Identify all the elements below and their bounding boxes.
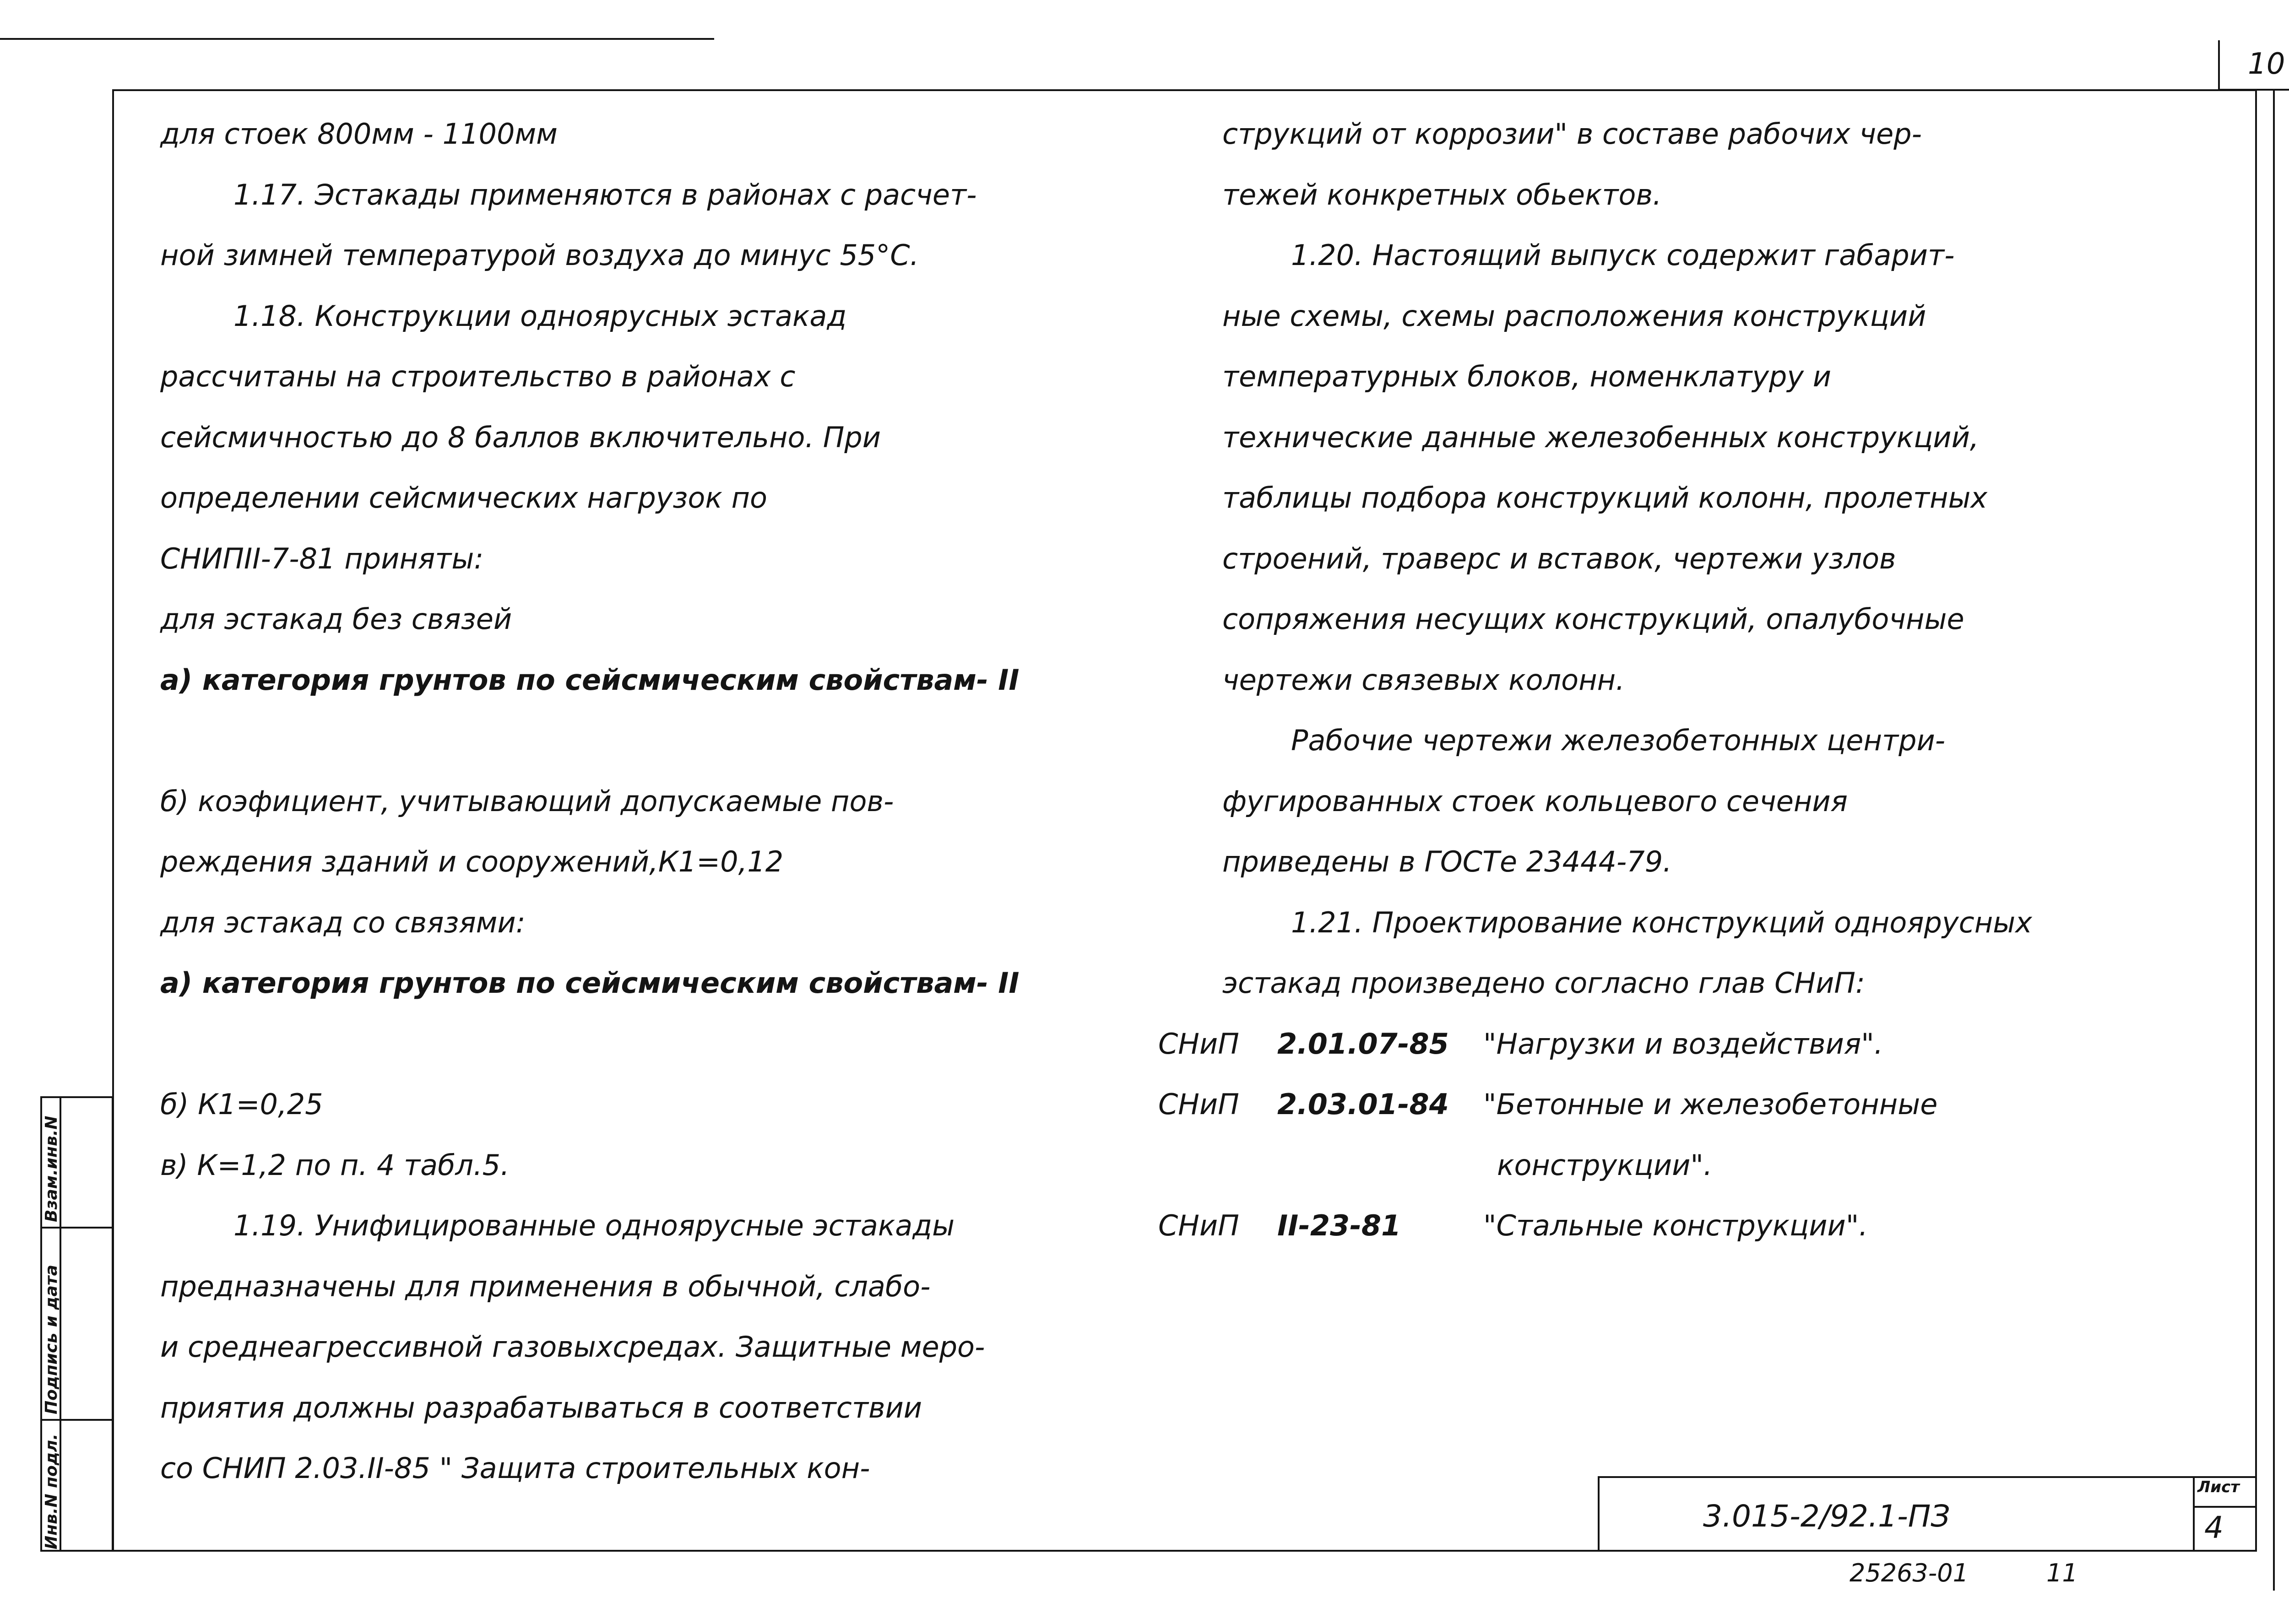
norm-title-cont: конструкции". [1497, 1148, 1713, 1182]
sheet-corner-number: 10 [2248, 47, 2285, 81]
text-line: ной зимней температурой воздуха до минус 55°С. [160, 238, 919, 272]
text-line: для стоек 800мм - 1100мм [160, 117, 558, 151]
side-stamp-sep-1 [40, 1227, 114, 1229]
text-line: СНИПII-7-81 приняты: [160, 542, 484, 575]
text-line: 1.20. Настоящий выпуск содержит габарит- [1291, 238, 1955, 272]
norm-number: 2.03.01-84 [1277, 1088, 1449, 1121]
text-line: б) коэфициент, учитывающий допускаемые пов- [160, 785, 894, 818]
text-line: таблицы подбора конструкций колонн, пролетных [1222, 481, 1988, 514]
page-number: 11 [2046, 1559, 2078, 1587]
side-stamp-cell-2: Подпись и дата [42, 1265, 61, 1414]
top-rule [0, 38, 714, 40]
text-line: сейсмичностью до 8 баллов включительно. При [160, 421, 881, 454]
side-stamp-cell-1: Инв.N подл. [42, 1434, 61, 1549]
text-line: б) К1=0,25 [160, 1088, 323, 1121]
document-designation: 3.015-2/92.1-ПЗ [1703, 1499, 1950, 1534]
text-line: технические данные железобенных конструкций, [1222, 421, 1979, 454]
text-line: а) категория грунтов по сейсмическим свойствам- II [160, 966, 1020, 1000]
text-line: в) К=1,2 по п. 4 табл.5. [160, 1148, 510, 1182]
text-line: определении сейсмических нагрузок по [160, 481, 767, 514]
text-line: Рабочие чертежи железобетонных центри- [1291, 724, 1946, 757]
sheet-label-rule [2193, 1506, 2257, 1508]
sheet-label: Лист [2197, 1478, 2240, 1496]
text-line: рассчитаны на строительство в районах с [160, 360, 796, 393]
text-line: 1.19. Унифицированные одноярусные эстакады [233, 1209, 955, 1242]
side-stamp-sep-2 [40, 1419, 114, 1421]
text-line: тежей конкретных обьектов. [1222, 178, 1662, 211]
norm-number: II-23-81 [1277, 1209, 1401, 1242]
text-line: реждения зданий и сооружений,К1=0,12 [160, 845, 784, 878]
norm-title: "Бетонные и железобетонные [1483, 1088, 1938, 1121]
text-line: приятия должны разрабатываться в соответствии [160, 1391, 922, 1424]
norm-number: 2.01.07-85 [1277, 1027, 1449, 1061]
norm-title: "Нагрузки и воздействия". [1483, 1027, 1883, 1061]
text-line: ные схемы, схемы расположения конструкций [1222, 299, 1926, 333]
text-line: строений, траверс и вставок, чертежи узлов [1222, 542, 1896, 575]
archive-number: 25263-01 [1850, 1559, 1969, 1587]
text-line: предназначены для применения в обычной, слабо- [160, 1270, 931, 1303]
norm-code: СНиП [1158, 1088, 1239, 1121]
text-line: сопряжения несущих конструкций, опалубочные [1222, 602, 1964, 636]
title-block-divider [2193, 1476, 2195, 1552]
text-line: чертежи связевых колонн. [1222, 663, 1625, 697]
norm-title: "Стальные конструкции". [1483, 1209, 1868, 1242]
text-line: а) категория грунтов по сейсмическим свойствам- II [160, 663, 1020, 697]
text-line: эстакад произведено согласно глав СНиП: [1222, 966, 1865, 1000]
text-line: 1.17. Эстакады применяются в районах с расчет- [233, 178, 977, 211]
text-line: приведены в ГОСТе 23444-79. [1222, 845, 1672, 878]
norm-code: СНиП [1158, 1027, 1239, 1061]
sheet-number: 4 [2204, 1510, 2224, 1545]
side-stamp-cell-3: Взам.инв.N [42, 1115, 61, 1222]
text-line: температурных блоков, номенклатуру и [1222, 360, 1832, 393]
frame-right-outer [2273, 89, 2275, 1591]
text-line: 1.21. Проектирование конструкций одноярусных [1291, 906, 2032, 939]
text-line: 1.18. Конструкции одноярусных эстакад [233, 299, 847, 333]
text-line: струкций от коррозии" в составе рабочих чер- [1222, 117, 1922, 151]
text-line: для эстакад со связями: [160, 906, 526, 939]
text-line: фугированных стоек кольцевого сечения [1222, 785, 1848, 818]
text-line: для эстакад без связей [160, 602, 512, 636]
text-line: и среднеагрессивной газовыхсредах. Защитные меро- [160, 1330, 985, 1364]
text-line: со СНИП 2.03.II-85 " Защита строительных кон- [160, 1451, 870, 1485]
norm-code: СНиП [1158, 1209, 1239, 1242]
